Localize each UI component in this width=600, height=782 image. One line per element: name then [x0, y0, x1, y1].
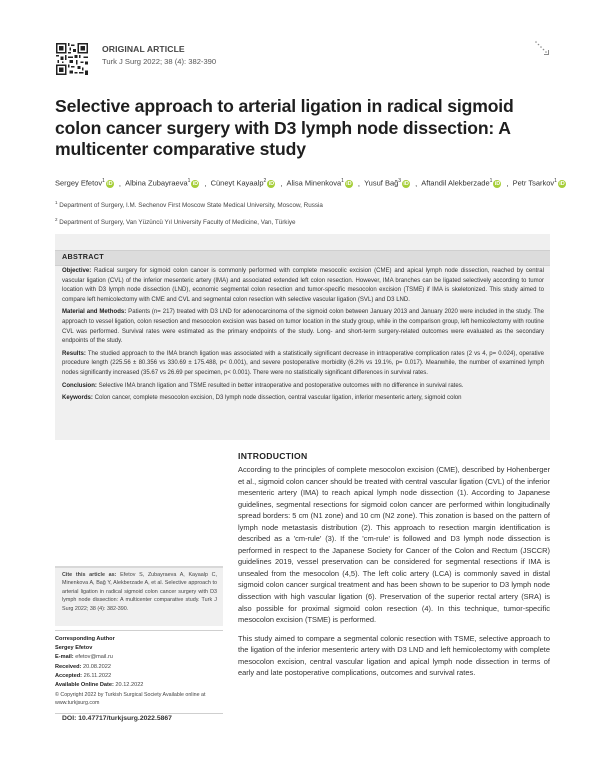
author: Alisa Minenkova$^1$ iD — [286, 178, 352, 188]
orcid-icon[interactable]: iD — [494, 180, 501, 187]
author-list: Sergey Efetov$^1$ iD , Albina Zubayraeva$^1$ iD , Cüneyt Kayaalp$^2$ iD , Alisa Minenkova$^1$ iD , Yusuf Bağ$^3$ iD , Aftandil Alekberzade$^1$ iD , Petr Tsarkov$^1$ iD — [55, 178, 555, 188]
author: Aftandil Alekberzade$^1$ iD — [421, 178, 501, 188]
online-date-line: Available Online Date: 20.12.2022 — [55, 681, 144, 688]
copyright-note: © Copyright 2022 by Turkish Surgical Society Available online at www.turkjsurg.com — [55, 692, 206, 706]
divider — [55, 713, 223, 714]
received-line: Received: 20.08.2022 — [55, 664, 111, 671]
email-link[interactable]: efetov@mail.ru — [75, 653, 113, 660]
orcid-icon[interactable]: iD — [268, 180, 275, 187]
abstract-heading: ABSTRACT — [62, 252, 104, 261]
author: Yusuf Bağ$^3$ iD — [364, 178, 409, 188]
author: Petr Tsarkov$^1$ iD — [512, 178, 565, 188]
paragraph: According to the principles of complete mesocolon excision (CME), described by Hohenberger et al., sigmoid colon cancer should be treated with central vascular ligation (CVL) of the inferior mesenteric artery (IMA) to reach apical lymph node dissection (1). According to Japanese guidelines, segmental resections for sigmoid colon cancer are performed within longitudinally spread borders: 5 cm (N1 zone) and 10 cm (N2 zone). This zonation is based on the pattern of lymph node metastasis distribution (2). This approach to resection margin identification is described as a 'cm-rule' (3). If the 'cm-rule' is followed and D3 lymph node dissection is performed in respect to the Japanese Society for Cancer of the Colon and Rectum (JSCCR) guidelines 2019, vessel preservation can be considered for segmental resections if IMA is unsealed from the mesocolon (4,5). The left colic artery (LCA) is commonly saved in distal sigmoid colon cancer surgical treatment and has been shown to be superior to D3 lymph node dissection with high vascular ligation (6). Preservation of the superior rectal artery (SRA) is also possible for proximal sigmoid colon resection (4). In this technique, tumor-specific mesocolon excision (TSME) is performed. — [238, 465, 550, 625]
paragraph: This study aimed to compare a segmental colonic resection with TSME, selective approach to the ligation of the inferior mesenteric artery with D3 LND and left hemicolectomy with complete mesocolon excision, central vascular ligation and apical lymph node dissection in terms of early and late postoperative complications, outcomes and survival rates. — [238, 633, 550, 678]
affiliation: $^1$ Department of Surgery, I.M. Sechenov First Moscow State Medical University, Moscow, Russia — [55, 200, 323, 210]
abstract-conclusion: Conclusion: Selective IMA branch ligation and TSME resulted in better intraoperative and postoperative outcomes with no difference in survival rates. — [62, 382, 464, 389]
abstract-header-bar — [55, 250, 550, 266]
correspondence-block — [55, 630, 223, 690]
affiliation: $^2$ Department of Surgery, Van Yüzüncü Yıl University Faculty of Medicine, Van, Türkiye — [55, 216, 296, 226]
abstract-methods: Material and Methods: Patients (n= 217) treated with D3 LND for adenocarcinoma of the sigmoid colon between January 2013 and January 2020 were included in the study. The approach to vessel ligation, colon resection and mesocolon excision was based on tumor location in the study group, while in the comparison group, left hemicolectomy with routine CVL was performed. Survival rates were estimated as the primary endpoints of the study. Long- and short-term surgery-related outcomes were evaluated as the secondary endpoints of the study. — [62, 309, 544, 345]
cite-text: Cite this article as: Efetov S, Zubayraeva A, Kayaalp C, Minenkova A, Bağ Y, Alekberzade A, et al. Selective approach to arterial ligation in radical sigmoid colon cancer surgery with D3 lymph node dissection: A multicenter comparative study. Turk J Surg 2022; 38 (4): 382-390. — [62, 572, 218, 612]
orcid-icon[interactable]: iD — [559, 180, 565, 187]
diagonal-arrow-icon — [534, 40, 550, 56]
abstract-body — [62, 267, 544, 407]
orcid-icon[interactable]: iD — [346, 180, 352, 187]
orcid-icon[interactable]: iD — [107, 180, 113, 187]
introduction-body — [238, 464, 550, 686]
abstract-objective: Objective: Radical surgery for sigmoid colon cancer is commonly performed with complete mesocolic excision (CME) and apical lymph node dissection, reached by central vascular ligation (CVL) of the inferior mesenteric artery (IMA) and associated extended left colon resection. However, IMA branches can be ligated selectively according to tumor location with D3 lymph node dissection (LND), economic segmental colon resection and tumor-specific mesocolon excision (TSME) if IMA is skeletonized. This study aimed to compare left hemicolectomy with CME and CVL and segmental colon resection with selective vascular ligation (SVL) and D3 LND. — [62, 268, 545, 303]
abstract-results: Results: The studied approach to the IMA branch ligation was associated with a statistically significant decrease in intraoperative complication rates (2 vs 4, p= 0.024), operative procedure length (225.56 ± 80.356 vs 330.69 ± 175.488, p< 0.001), and severe postoperative morbidity (6.2% vs 19.1%, p= 0.017). Meanwhile, the number of examined lymph nodes significantly increased (35.67 vs 26.69 per specimen, p< 0.001). There were no statistically significant differences in survival rates. — [62, 350, 544, 376]
abstract-keywords: Keywords: Colon cancer, complete mesocolon excision, D3 lymph node dissection, central vascular ligation, inferior mesenteric artery, sigmoid colon — [62, 395, 462, 402]
email-line: E-mail: efetov@mail.ru — [55, 653, 113, 660]
article-title: Selective approach to arterial ligation in radical sigmoid colon cancer surgery with D3 lymph node dissection: A multicenter comparative study — [55, 96, 514, 159]
orcid-icon[interactable]: iD — [192, 180, 199, 187]
doi-link[interactable]: DOI: 10.47717/turkjsurg.2022.5867 — [62, 715, 172, 722]
author: Albina Zubayraeva$^1$ iD — [125, 178, 199, 188]
corresponding-author-name: Sergey Efetov — [55, 644, 93, 651]
orcid-icon[interactable]: iD — [403, 180, 409, 187]
accepted-line: Accepted: 26.11.2022 — [55, 673, 112, 680]
author: Cüneyt Kayaalp$^2$ iD — [210, 178, 275, 188]
article-type-label: ORIGINAL ARTICLE — [102, 44, 185, 54]
introduction-heading: INTRODUCTION — [238, 451, 308, 461]
journal-citation: Turk J Surg 2022; 38 (4): 382-390 — [102, 57, 217, 66]
correspondence-heading: Corresponding Author — [55, 636, 115, 642]
author: Sergey Efetov$^1$ iD — [55, 178, 113, 188]
qr-code — [56, 43, 88, 75]
